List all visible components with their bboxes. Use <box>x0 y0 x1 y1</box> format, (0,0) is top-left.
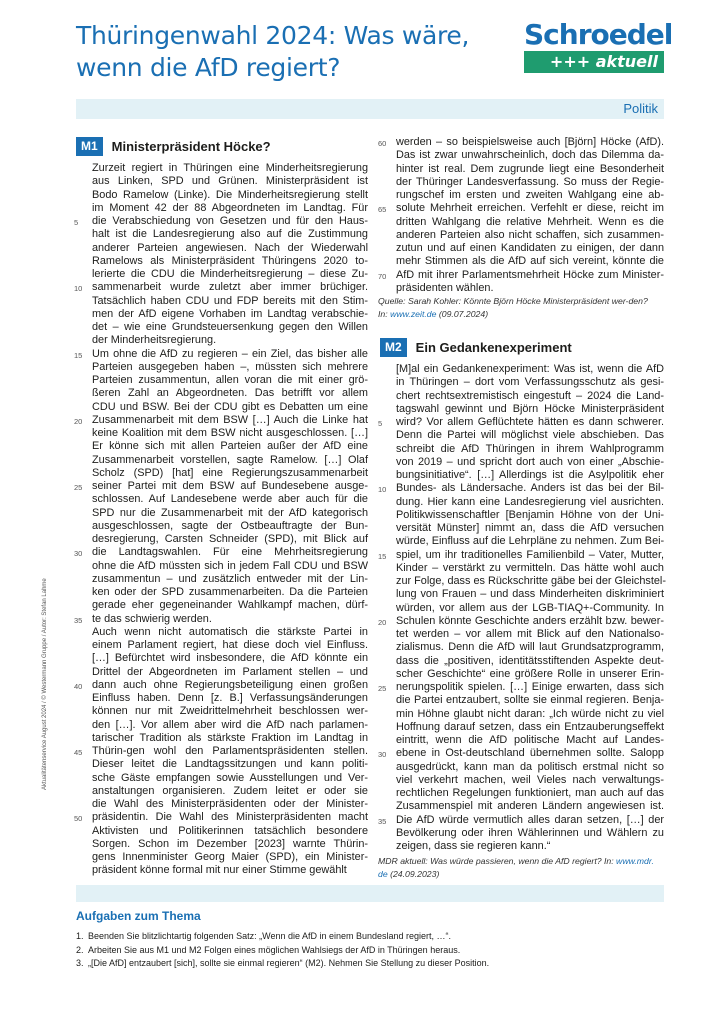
tasks-list <box>76 930 676 971</box>
line-number: 30 <box>74 549 83 559</box>
task-number: 3. <box>76 958 84 968</box>
text-line: hinter ist real. Dem zugrunde liegt eine Besonderheit <box>396 162 664 175</box>
text-line: anderer Parteien angewiesen. Nach der Wiederwahl <box>92 241 368 254</box>
text-line: der Thüringer Landesverfassung. So muss der Regie- <box>396 175 664 188</box>
text-line: die Partei entzaubert, sollte sie einmal regieren. Benja- <box>396 694 664 707</box>
text-line: zialismus. Denn die AfD will laut Grundsatzprogramm, <box>396 641 664 654</box>
text-line: ken oder der SPD zusammenarbeiten. Da die Parteien <box>92 586 368 598</box>
text-line: Zusammenspiel mit anderen Ländern angewiesen ist. <box>396 800 664 813</box>
text-line: ausgedrückt, kann man da politisch erstmal nicht so <box>396 760 664 773</box>
text-line: dann auch ohne Regierungsbeteiligung einen großen 40 <box>92 679 368 692</box>
m2-source-link[interactable]: www.mdr. <box>616 856 654 866</box>
text-line: Zusammenarbeit vorstellen, sagte Ramelow. […] Olaf <box>92 453 368 466</box>
text-line: Zusammenarbeit mit dem BSW […] Auch die Linke hat 20 <box>92 414 368 427</box>
task-text: Arbeiten Sie aus M1 und M2 Folgen eines möglichen Wahlsiegs der AfD in Thüringen heraus. <box>88 944 461 955</box>
text-line: im Moment 42 der 88 Abgeordneten im Landtag. Für <box>92 201 368 214</box>
line-number: 5 <box>378 419 383 428</box>
line-number: 10 <box>378 485 387 495</box>
subject-bar <box>76 99 664 119</box>
text-line: ohne die AfD müssten sich in jedem Fall CDU und BSW <box>92 559 368 572</box>
text-line: Bodo Ramelow (Linke). Die Minderheitsregierung stellt <box>92 188 368 201</box>
text-line: Hoffnung darauf setzen, dass ein Entzauberungseffekt <box>396 720 664 733</box>
page-title-line: Thüringenwahl 2024: Was wäre, <box>76 21 470 50</box>
page-title <box>76 20 516 84</box>
text-line: tet werden – vor allem mit Blick auf den Nationalso- <box>396 628 664 640</box>
line-number: 45 <box>74 748 83 757</box>
text-line: der Minderheitsregierung. <box>92 334 217 347</box>
brand-name: Schroedel <box>524 18 673 51</box>
text-line: aus Linken, SPD und Grünen. Ministerpräsident ist <box>92 175 368 188</box>
text-line: Bevölkerung oder ihren Wählerinnen und Wählern zu <box>396 826 664 839</box>
task-number: 2. <box>76 944 84 955</box>
text-line: nerungspolitik spielen. […] Einige erwarten, dass sich 25 <box>396 681 664 694</box>
text-line: präsidenten wählen. <box>396 281 494 294</box>
line-number: 15 <box>74 350 83 360</box>
text-line: sammenarbeit wurde zuletzt aber immer brüchiger. 10 <box>92 281 368 294</box>
text-line: sche Gäste empfangen sowie Ausstellungen und Ver- <box>92 771 368 784</box>
m2-heading <box>380 338 572 357</box>
text-line: ßeren Zahl an Abgeordneten. Das betrifft vor allem <box>92 387 368 400</box>
text-line: solute Mehrheit erreichen. Verfehlt er diese, reicht im 65 <box>396 202 664 215</box>
text-line: Scholz (SPD) [hat] eine Regierungszusammenarbeit <box>92 466 368 479</box>
page-title-line: wenn die AfD regiert? <box>76 53 341 82</box>
m1-source-link[interactable]: www.zeit.de <box>390 309 437 319</box>
text-line: Das ist zwar unwahrscheinlich, doch das Dilemma da- <box>396 149 664 162</box>
text-line: tagswahl gewinnt und Björn Höcke Ministerpräsident <box>396 402 664 415</box>
text-line: versität Münster] nimmt an, dass die AfD versuchen <box>396 522 664 534</box>
text-line: tarischer Tradition als stärkste Fraktion im Landtag in <box>92 731 368 744</box>
text-line: die Landtagswahlen. Für eine Mehrheitsregierung 30 <box>92 546 368 559</box>
m1-title: Ministerpräsident Höcke? <box>111 139 271 154</box>
text-line: Parteien zusammentun, allen voran die mit einer grö- <box>92 374 368 386</box>
line-number: 30 <box>378 750 387 760</box>
line-number: 20 <box>378 617 387 627</box>
text-line: Denn die Partei will möglichst viele abschieben. Das <box>396 429 664 442</box>
text-line: wird? Vor allem Geflüchtete hätten es dann schwerer. 5 <box>396 416 664 429</box>
text-line: Politikwissenschaftler [Benjamin Höhne von der Uni- <box>396 508 664 521</box>
text-line: bungsinitiative“. […] Allerdings ist die Asylpolitik eher <box>396 469 664 481</box>
line-number: 15 <box>378 551 387 561</box>
task-item <box>76 957 676 971</box>
m1-heading <box>76 137 271 156</box>
brand-tag: +++ aktuell <box>524 51 664 73</box>
text-line: Tatsächlich haben CDU und FDP bereits mit den Stim- <box>92 294 368 307</box>
text-line: die Wahl des Ministerpräsidenten oder der Minister- <box>92 798 368 810</box>
subject-label: Politik <box>623 101 658 116</box>
text-line: würde, Einfluss auf die Lehrpläne zu nehmen. Zum Bei- <box>396 535 665 548</box>
text-line: CDU und BSW. Bei der CDU gibt es Debatten um eine <box>92 400 368 413</box>
line-number: 60 <box>378 139 387 148</box>
text-line: in Thüringen – dort vom Verfassungsschutz als gesi- <box>396 376 664 389</box>
m1-text-right <box>378 136 664 295</box>
text-line: rungschef im ersten und zweiten Wahlgang eine ab- <box>396 189 664 201</box>
text-line: Sorgen. Schon im Dezember [2023] warnte Thürin- <box>92 837 368 850</box>
task-item <box>76 930 676 944</box>
text-line: können nur mit Zweidrittelmehrheit beschlossen wer- <box>92 705 368 718</box>
line-number: 10 <box>74 284 83 294</box>
text-line: lerierte die CDU die Minderheitsregierung – diese Zu- <box>92 268 368 280</box>
line-number: 25 <box>74 483 83 492</box>
text-line: det – wie eine Grundsteuersenkung gegen den Willen <box>92 321 368 333</box>
text-line: ausgeschlossen, sagte der Ostbeauftragte der Bun- <box>92 519 368 532</box>
line-number: 5 <box>74 218 79 227</box>
text-line: die Verabschiedung von Gesetzen und für den Haus- 5 <box>92 215 368 228</box>
text-line: anstaltungen organisieren. Zudem leitet er oder sie <box>92 784 368 797</box>
line-number: 50 <box>74 814 83 824</box>
m2-text <box>378 363 666 853</box>
line-number: 40 <box>74 681 83 691</box>
m2-source-date: (24.09.2023) <box>387 869 440 879</box>
m1-source-line: In: <box>378 309 391 319</box>
m1-badge: M1 <box>76 137 103 156</box>
text-line: Auch wenn nicht automatisch die stärkste Partei in <box>92 625 368 638</box>
m2-badge: M2 <box>380 338 407 357</box>
text-line: viel verkehrt machen, weil Vieles nach verwaltungs- <box>396 773 664 786</box>
text-line: spiel, um ihr traditionelles Familienbild – Vater, Mutter, 15 <box>396 549 664 562</box>
task-text: „[Die AfD] entzaubert [sich], sollte sie einmal regieren“ (M2). Nehmen Sie Stellung zu dieser Position. <box>88 958 490 968</box>
text-line: eintritt, wenn die AfD politische Macht auf Landes- <box>396 734 664 746</box>
text-line: SPD nur die Zusammenarbeit mit der AfD kategorisch <box>92 506 368 519</box>
task-item <box>76 944 676 958</box>
line-number: 70 <box>378 271 387 281</box>
text-line: Ramelows als Ministerpräsident Thüringens 2020 to- <box>92 254 368 267</box>
text-line: gerade eher gegeneinander Wahlkampf machen, dürf- <box>92 599 368 612</box>
text-line: Drittel der Abgeordneten im Parlament stellen – und <box>92 665 368 678</box>
text-line: schreibt die AfD Thüringen in ihrem Wahlprogramm <box>396 442 664 455</box>
m1-source-line: Quelle: Sarah Kohler: Könnte Björn Höcke Ministerpräsident wer-den? <box>378 296 648 306</box>
text-line: präsident könne formal mit nur einer Stimme gewählt <box>92 864 347 877</box>
task-text: Beenden Sie blitzlichtartig folgenden Satz: „Wenn die AfD in einem Bundesland regiert, …“. <box>88 931 452 941</box>
side-credit: Aktualitätenservice August 2024 / © Westermann Gruppe / Autor: Stefan Lahme <box>42 578 48 790</box>
m2-source-text: MDR aktuell: Was würde passieren, wenn die AfD regiert? In: <box>378 856 617 866</box>
tasks-bar <box>76 885 664 902</box>
text-line: Kinder – verstärkt zu vermitteln. Das hätte wohl auch <box>396 561 664 574</box>
text-line: desregierung, Carsten Schneider (SPD), mit Blick auf <box>92 533 368 545</box>
task-number: 1. <box>76 931 84 941</box>
text-line: zutun und auf einen Kandidaten zu einigen, der dann <box>396 242 664 254</box>
tasks-title: Aufgaben zum Thema <box>76 909 201 923</box>
text-line: te das schwierig werden. 35 <box>92 613 368 626</box>
text-line: Parteien ausgegeben haben –, müssten sich mehrere <box>92 360 368 373</box>
text-line: von 2019 – und spricht dort auch von einer „Abschie- <box>396 455 664 468</box>
text-line: gens Innenminister Georg Maier (SPD), ein Minister- <box>92 851 368 863</box>
text-line: anderen Parteien also nicht schaffen, sich zusammen- <box>396 228 664 241</box>
text-line: ebene in Ost-deutschland übernehmen sollte. Salopp 30 <box>396 747 664 760</box>
text-line: würden, vor allem aus der LGB-TIAQ+-Community. In <box>396 601 664 614</box>
text-line: min Höhne glaubt nicht daran: „Ich würde nicht zu viel <box>396 707 664 720</box>
m1-source <box>378 295 648 321</box>
text-line: keine Koalition mit dem BSW nicht ausgeschlossen. […] <box>92 427 368 439</box>
text-line: Aktivisten und Politikerinnen tatsächlich besondere <box>92 824 368 837</box>
text-line: Um ohne die AfD zu regieren – ein Ziel, das bisher alle 15 <box>92 348 368 361</box>
text-line: AfD mit ihrer Parlamentsmehrheit Höcke zum Minister- 70 <box>396 269 664 282</box>
text-line: [M]al ein Gedankenexperiment: Was ist, wenn die AfD <box>396 363 664 375</box>
text-line: dass die „positiven, identitätsstiftenden Aspekte deut- <box>396 654 664 667</box>
text-line: seiner Partei mit dem BSW auf Bundesebene ausge- 25 <box>92 480 368 493</box>
text-line: zusammentun – und zusätzlich entweder mit der Lin- <box>92 572 368 585</box>
text-line: Dieser leitet die Landtagssitzungen und kann politi- <box>92 758 368 771</box>
text-line: […] Befürchtet wird insbesondere, die AfD könnte ein <box>92 652 368 665</box>
text-line: Thürin-gen wohl den Parlamentspräsidenten stellen. 45 <box>92 745 368 758</box>
text-line: Schulen könnte Geschichte anders erzählt bzw. bewer- 20 <box>396 615 664 628</box>
text-line: mehr Stimmen als die AfD auf sich vereint, könnte die <box>396 255 664 268</box>
text-line: halt ist die Landesregierung also auf die Zustimmung <box>92 228 368 241</box>
line-number: 25 <box>378 684 387 693</box>
text-line: dung. Hier kann eine Landesregierung viel ausrichten. <box>396 495 664 508</box>
m2-title: Ein Gedankenexperiment <box>415 340 572 355</box>
text-line: chert rechtsextremistisch eingestuft – 2024 die Land- <box>396 389 664 402</box>
text-line: Die AfD würde vermutlich alles daran setzen, […] der 35 <box>396 814 664 827</box>
text-line: rechtlichen Regelungen funktioniert, man auch auf das <box>396 787 664 799</box>
text-line: präsidentin. Die Wahl des Ministerpräsidenten macht 50 <box>92 811 368 824</box>
m2-source-link-cont[interactable]: de <box>378 869 388 879</box>
text-line: schlossen. Auf Landesebene werde aber auch für die <box>92 493 368 506</box>
text-line: zeigen, dass sie regieren kann.“ <box>396 840 551 852</box>
m1-source-date: (09.07.2024) <box>436 309 489 319</box>
text-line: men der AfD eigene Vorhaben im Landtag verabschie- <box>92 307 368 320</box>
m1-text-left <box>74 162 368 878</box>
line-number: 65 <box>378 205 387 215</box>
text-line: Einfluss haben. Denn [z. B.] Verfassungsänderungen <box>92 692 368 704</box>
line-number: 35 <box>378 816 387 826</box>
text-line: scher Geschichte“ eine größere Rolle in unserer Erin- <box>396 667 664 680</box>
m2-source <box>378 855 654 881</box>
line-number: 35 <box>74 615 83 625</box>
text-line: einem Parlament regiert, hat diese doch viel Einfluss. <box>92 639 368 651</box>
text-line: Zurzeit regiert in Thüringen eine Minderheitsregierung <box>92 162 368 174</box>
text-line: zur Folge, dass es Rückschritte gäbe bei der Gleichstel- <box>396 575 666 587</box>
text-line: Bundes- als Ländersache. Anders ist das bei der Bil- 10 <box>396 482 664 495</box>
brand-logo <box>524 18 673 73</box>
text-line: lung von Frauen – und dass Minderheiten diskriminiert <box>396 588 664 601</box>
text-line: dritten Wahlgang die relative Mehrheit. Wenn es die <box>396 215 664 228</box>
line-number: 20 <box>74 416 83 426</box>
text-line: Er könne sich mit allen Parteien außer der AfD eine <box>92 440 368 453</box>
text-line: werden – so beispielsweise auch [Björn] Höcke (AfD). 60 <box>396 136 664 149</box>
text-line: den […]. Vor allem aber wird die AfD nach parlamen- <box>92 718 368 731</box>
